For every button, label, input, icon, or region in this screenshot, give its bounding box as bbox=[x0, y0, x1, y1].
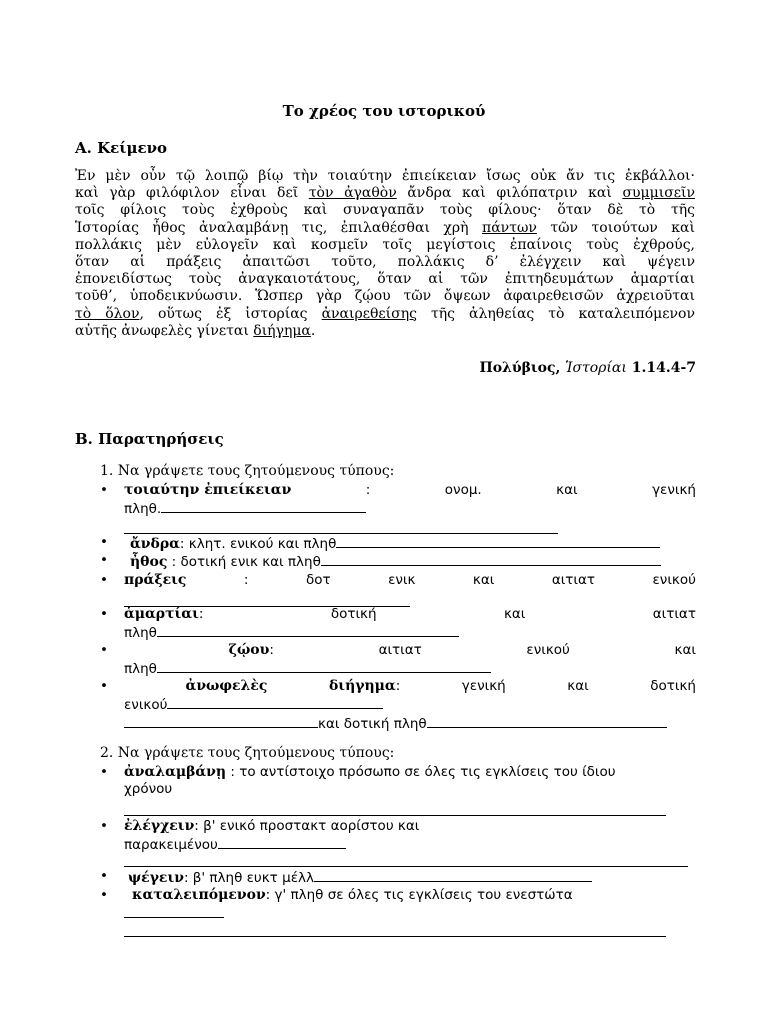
passage-line: Ἱστορίας ἦθος ἀναλαμβάνῃ τις, ἐπιλαθέσθαι χρὴ πάντων τῶν τοιούτων καὶ bbox=[75, 219, 695, 236]
passage-line: τοῦθ’, ὑποδεικνύωσιν. Ὥσπερ γὰρ ζῴου τῶν ὄψεων ἀφαιρεθεισῶν ἀχρειοῦται bbox=[75, 288, 695, 305]
bullet: • bbox=[100, 552, 108, 568]
answer-line[interactable] bbox=[124, 815, 666, 816]
question-1-prompt: 1. Να γράψετε τους ζητούμενους τύπους: bbox=[100, 463, 395, 479]
answer-line[interactable] bbox=[124, 866, 688, 867]
passage-line: τοῖς φίλοις τοὺς ἐχθροὺς καὶ συναγαπᾶν τοὺς φίλους· ὅταν δὲ τὸ τῆς bbox=[75, 202, 695, 219]
section-b-heading: Β. Παρατηρήσεις bbox=[75, 430, 224, 448]
bullet: • bbox=[100, 534, 108, 550]
passage-line: τὸ ὅλον, οὕτως ἐξ ἱστορίας ἀναιρεθείσης τῆς ἀληθείας τὸ καταλειπόμενον bbox=[75, 305, 695, 322]
answer-blank[interactable] bbox=[124, 904, 224, 918]
passage-line: ὅταν αἱ πράξεις ἀπαιτῶσι τοῦτο, πολλάκις δ’ ἐλέγχειν καὶ ψέγειν bbox=[75, 254, 695, 271]
answer-blank[interactable] bbox=[427, 714, 667, 728]
section-a-heading: Α. Κείμενο bbox=[75, 139, 168, 157]
passage-line: αὐτῆς ἀνωφελὲς γίνεται διήγημα. bbox=[75, 322, 316, 339]
bullet: • bbox=[100, 606, 108, 622]
answer-blank[interactable] bbox=[124, 714, 318, 728]
bullet: • bbox=[100, 678, 108, 694]
greek-passage bbox=[75, 168, 695, 340]
answer-blank[interactable] bbox=[157, 659, 491, 673]
answer-blank[interactable] bbox=[167, 695, 383, 709]
page-title: Το χρέος του ιστορικού bbox=[282, 102, 486, 120]
passage-line: Ἐν μὲν οὖν τῷ λοιπῷ βίῳ τὴν τοιαύτην ἐπιείκειαν ἴσως οὐκ ἄν τις ἐκβάλλοι· bbox=[75, 168, 695, 184]
bullet: • bbox=[100, 868, 108, 884]
passage-line: καὶ γὰρ φιλόφιλον εἶναι δεῖ τὸν ἀγαθὸν ἄνδρα καὶ φιλόπατριν καὶ συμμισεῖν bbox=[75, 185, 696, 202]
bullet: • bbox=[100, 818, 108, 834]
answer-blank[interactable] bbox=[161, 499, 366, 513]
answer-blank[interactable] bbox=[314, 868, 592, 882]
bullet: • bbox=[100, 572, 108, 588]
bullet: • bbox=[100, 482, 108, 498]
bullet: • bbox=[100, 642, 108, 658]
bullet: • bbox=[100, 887, 108, 903]
passage-line: ἐπονειδίστως τοὺς ἀναγκαιοτάτους, ὅταν αἱ τῶν ἐπιτηδευμάτων ἁμαρτίαι bbox=[75, 271, 695, 288]
answer-blank[interactable] bbox=[157, 623, 459, 637]
passage-line: πολλάκις μὲν εὐλογεῖν καὶ κοσμεῖν τοῖς μεγίστοις ἐπαίνοις τοὺς ἐχθρούς, bbox=[75, 236, 695, 253]
bullet: • bbox=[100, 764, 108, 780]
answer-blank[interactable] bbox=[321, 552, 661, 566]
attribution: Πολύβιος, Ἱστορίαι 1.14.4-7 bbox=[479, 360, 696, 376]
answer-blank[interactable] bbox=[218, 835, 346, 849]
exercise-item: • τοιαύτην ἐπιείκειαν : ονομ. και γενική πληθ. bbox=[100, 482, 696, 517]
question-2-prompt: 2. Να γράψετε τους ζητούμενους τύπους: bbox=[100, 745, 395, 761]
answer-blank[interactable] bbox=[336, 534, 660, 548]
answer-line[interactable] bbox=[124, 936, 666, 937]
worksheet-page: Το χρέος του ιστορικού Α. Κείμενο Ἐν μὲν οὖν τῷ λοιπῷ βίῳ τὴν τοιαύτην ἐπιείκειαν ἴσως οὐκ ἄν τις ἐκβάλλοι· καὶ γὰρ φιλόφιλον εἶναι δεῖ τὸν ἀγαθὸν ἄνδρα καὶ φιλόπατριν καὶ συμμισεῖν τοῖς φίλοις τοὺς ἐχθροὺς καὶ συναγαπᾶν τοὺς φίλους· ὅταν δὲ τὸ τῆς Ἱστορίας ἦθος ἀναλαμβάνῃ τις, ἐπιλαθέσθαι χρὴ πάντων τῶν τοιούτων καὶ πολλάκις μὲν εὐλογεῖν καὶ κοσμεῖν τοῖς μεγίστοις ἐπαίνοις τοὺς ἐχθρούς, ὅταν αἱ πράξεις ἀπαιτῶσι τοῦτο, πολλάκις δ’ ἐλέγχειν καὶ ψέγειν ἐπονειδίστως τοὺς ἀναγκαιοτάτους, ὅταν αἱ τῶν ἐπιτηδευμάτων ἁμαρτίαι τοῦθ’, ὑποδεικνύωσιν. Ὥσπερ γὰρ ζῴου τῶν ὄψεων ἀφαιρεθεισῶν ἀχρειοῦται τὸ ὅλον, οὕτως ἐξ ἱστορίας ἀναιρεθείσης τῆς ἀληθείας τὸ καταλειπόμενον αὐτῆς ἀνωφελὲς γίνεται διήγημα. Πολύβιος, Ἱστορίαι 1.14.4-7 Β. Παρατηρήσεις 1. Να γράψετε τους ζητούμενους τύπους: • τοιαύτην ἐπιείκειαν : ονομ. και γενική πληθ. • ἄνδρα: κλητ. ενικού και πληθ • ἦθος : δοτική ενικ και πληθ • πράξεις : δοτ ενικ και αιτιατ ενικού • ἁμαρτίαι: δοτική και αιτιατ πληθ • ζῴου: αιτιατ ενικού και πληθ • ἀνωφελὲς διήγημα: γενική και δοτική ενικού και δοτική πληθ 2. Να γράψετε τους ζητούμενους τύπους: • ἀναλαμβάνῃ : το αντίστοιχο πρόσωπο σε όλες τις εγκλίσεις του ίδιου χρόνου • ἐλέγχειν: β' ενικό προστακτ αορίστου και παρακειμένου • ψέγειν: β' πληθ ευκτ μέλλ • καταλειπόμενον: γ' πληθ σε όλες τις εγκλίσεις του ενεστώτα bbox=[0, 0, 768, 1024]
